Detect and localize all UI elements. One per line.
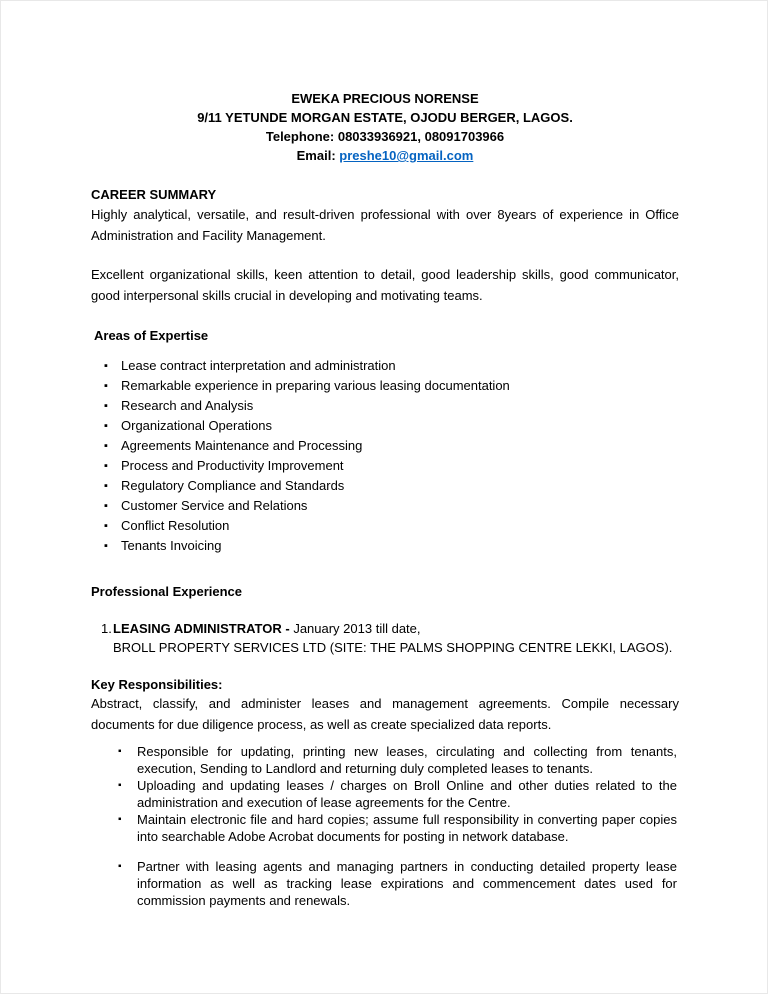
career-summary-paragraph-2: Excellent organizational skills, keen attention to detail, good leadership skills, good communicator, good interpersonal skills crucial in developing and motivating teams. bbox=[91, 267, 679, 303]
job-number: 1. bbox=[101, 621, 112, 636]
responsibility-item: ▪ Responsible for updating, printing new leases, circulating and collecting from tenants, execution, Sending to Landlord and returning duly completed leases to tenants. bbox=[91, 743, 679, 777]
email-label: Email: bbox=[296, 148, 336, 163]
expertise-item: ▪ Tenants Invoicing bbox=[91, 536, 679, 556]
responsibilities-list-extra bbox=[91, 858, 679, 909]
professional-experience-heading: Professional Experience bbox=[91, 584, 243, 599]
job-company: BROLL PROPERTY SERVICES LTD (SITE: THE PALMS SHOPPING CENTRE LEKKI, LAGOS). bbox=[113, 640, 673, 655]
header-address: 9/11 YETUNDE MORGAN ESTATE, OJODU BERGER, LAGOS. bbox=[197, 110, 573, 125]
header-name: EWEKA PRECIOUS NORENSE bbox=[291, 91, 479, 106]
expertise-item: ▪ Customer Service and Relations bbox=[91, 496, 679, 516]
header-telephone: Telephone: 08033936921, 08091703966 bbox=[265, 129, 505, 144]
key-responsibilities-section bbox=[91, 677, 679, 909]
header-email-line bbox=[91, 146, 679, 165]
responsibility-item: ▪ Partner with leasing agents and managing partners in conducting detailed property lease information as well as tracking lease expirations and commencement dates used for commission payments and renewals. bbox=[91, 858, 679, 909]
expertise-item: ▪ Organizational Operations bbox=[91, 416, 679, 436]
responsibility-item: ▪ Uploading and updating leases / charges on Broll Online and other duties related to the administration and execution of lease agreements for the Centre. bbox=[91, 777, 679, 811]
email-link[interactable]: preshe10@gmail.com bbox=[339, 148, 474, 163]
job-entry bbox=[91, 619, 679, 657]
job-details bbox=[113, 619, 679, 657]
expertise-item: ▪ Regulatory Compliance and Standards bbox=[91, 476, 679, 496]
expertise-item: ▪ Conflict Resolution bbox=[91, 516, 679, 536]
expertise-item: ▪ Agreements Maintenance and Processing bbox=[91, 436, 679, 456]
responsibilities-list bbox=[91, 743, 679, 845]
career-summary-heading: CAREER SUMMARY bbox=[91, 187, 217, 202]
expertise-list bbox=[91, 356, 679, 556]
key-responsibilities-heading: Key Responsibilities: bbox=[91, 677, 223, 692]
areas-of-expertise-section bbox=[91, 328, 679, 556]
expertise-item: ▪ Process and Productivity Improvement bbox=[91, 456, 679, 476]
career-summary-paragraph-1: Highly analytical, versatile, and result-driven professional with over 8years of experience in Office Administration and Facility Management. bbox=[91, 207, 679, 243]
areas-of-expertise-heading: Areas of Expertise bbox=[94, 328, 209, 343]
expertise-item: ▪ Remarkable experience in preparing various leasing documentation bbox=[91, 376, 679, 396]
responsibility-item: ▪ Maintain electronic file and hard copies; assume full responsibility in converting paper copies into searchable Adobe Acrobat documents for posting in network database. bbox=[91, 811, 679, 845]
expertise-item: ▪ Lease contract interpretation and administration bbox=[91, 356, 679, 376]
document-header bbox=[91, 89, 679, 165]
key-responsibilities-intro: Abstract, classify, and administer leases and management agreements. Compile necessary documents for due diligence process, as well as create specialized data reports. bbox=[91, 696, 679, 732]
job-dates: January 2013 till date, bbox=[293, 621, 421, 636]
expertise-item: ▪ Research and Analysis bbox=[91, 396, 679, 416]
professional-experience-section bbox=[91, 584, 679, 657]
career-summary-section bbox=[91, 187, 679, 306]
job-title: LEASING ADMINISTRATOR - bbox=[113, 621, 294, 636]
